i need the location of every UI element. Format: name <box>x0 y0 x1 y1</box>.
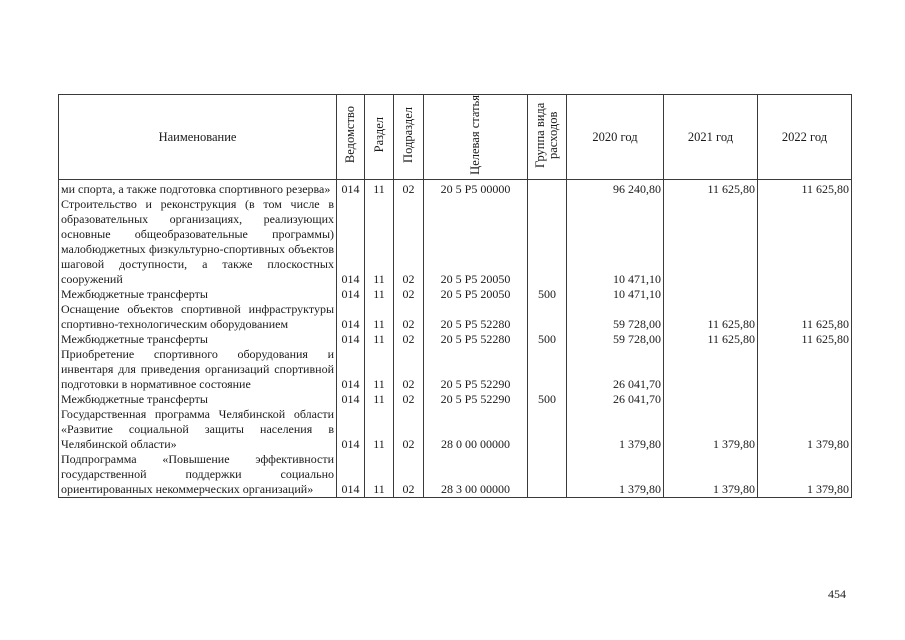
row-value-2021 <box>664 287 758 302</box>
row-section: 11 <box>365 407 394 452</box>
table-row <box>59 347 852 392</box>
row-expense-group <box>528 452 567 498</box>
row-section: 11 <box>365 452 394 498</box>
row-target-article: 20 5 P5 52280 <box>424 302 528 332</box>
row-department: 014 <box>337 287 365 302</box>
row-section: 11 <box>365 180 394 198</box>
row-value-2022: 11 625,80 <box>758 332 852 347</box>
header-2020: 2020 год <box>567 95 664 180</box>
row-name: Подпрограмма «Повышение эффективности государственной поддержки социально ориентированных некоммерческих организаций» <box>59 452 337 498</box>
row-name: Межбюджетные трансферты <box>59 287 337 302</box>
row-expense-group <box>528 407 567 452</box>
table-row <box>59 392 852 407</box>
row-value-2022 <box>758 347 852 392</box>
table-row <box>59 302 852 332</box>
row-expense-group: 500 <box>528 392 567 407</box>
table-row <box>59 180 852 198</box>
row-subsection: 02 <box>394 347 424 392</box>
row-value-2020: 96 240,80 <box>567 180 664 198</box>
row-name: Межбюджетные трансферты <box>59 332 337 347</box>
row-value-2022 <box>758 197 852 287</box>
row-department: 014 <box>337 347 365 392</box>
header-target-article: Целевая статья <box>424 95 528 180</box>
row-name: ми спорта, а также подготовка спортивного резерва» <box>59 180 337 198</box>
row-value-2020: 10 471,10 <box>567 287 664 302</box>
table-row <box>59 287 852 302</box>
header-section: Раздел <box>365 95 394 180</box>
row-subsection: 02 <box>394 302 424 332</box>
row-expense-group: 500 <box>528 287 567 302</box>
table-row <box>59 452 852 498</box>
row-name: Оснащение объектов спортивной инфраструктуры спортивно-технологическим оборудованием <box>59 302 337 332</box>
row-department: 014 <box>337 392 365 407</box>
row-value-2021: 11 625,80 <box>664 302 758 332</box>
row-department: 014 <box>337 302 365 332</box>
row-department: 014 <box>337 332 365 347</box>
row-department: 014 <box>337 452 365 498</box>
row-value-2021 <box>664 392 758 407</box>
table-row <box>59 197 852 287</box>
row-value-2020: 59 728,00 <box>567 302 664 332</box>
row-department: 014 <box>337 180 365 198</box>
row-target-article: 20 5 P5 00000 <box>424 180 528 198</box>
page-number: 454 <box>828 587 846 601</box>
row-name: Приобретение спортивного оборудования и инвентаря для приведения организаций спортивной подготовки в нормативное состояние <box>59 347 337 392</box>
row-expense-group <box>528 180 567 198</box>
row-section: 11 <box>365 332 394 347</box>
header-2022: 2022 год <box>758 95 852 180</box>
row-value-2022: 1 379,80 <box>758 407 852 452</box>
row-expense-group: 500 <box>528 332 567 347</box>
table-row <box>59 332 852 347</box>
row-value-2021 <box>664 197 758 287</box>
row-expense-group <box>528 347 567 392</box>
row-subsection: 02 <box>394 197 424 287</box>
row-value-2020: 1 379,80 <box>567 407 664 452</box>
row-section: 11 <box>365 197 394 287</box>
row-value-2022: 11 625,80 <box>758 302 852 332</box>
row-department: 014 <box>337 197 365 287</box>
row-target-article: 20 5 P5 52290 <box>424 347 528 392</box>
row-name: Строительство и реконструкция (в том числе в образовательных организациях, реализующих основные общеобразовательные программы) малобюджетных физкультурно-спортивных объектов шаговой доступности, а также плоскостных сооружений <box>59 197 337 287</box>
header-department: Ведомство <box>337 95 365 180</box>
header-row <box>59 95 852 180</box>
row-subsection: 02 <box>394 407 424 452</box>
row-section: 11 <box>365 287 394 302</box>
row-target-article: 28 0 00 00000 <box>424 407 528 452</box>
row-subsection: 02 <box>394 332 424 347</box>
row-section: 11 <box>365 302 394 332</box>
row-subsection: 02 <box>394 452 424 498</box>
row-value-2020: 26 041,70 <box>567 392 664 407</box>
header-name: Наименование <box>59 95 337 180</box>
row-value-2022: 1 379,80 <box>758 452 852 498</box>
row-value-2021: 1 379,80 <box>664 452 758 498</box>
row-value-2020: 26 041,70 <box>567 347 664 392</box>
header-expense-group: Группа вида расходов <box>528 95 567 180</box>
row-value-2022 <box>758 287 852 302</box>
header-subsection: Подраздел <box>394 95 424 180</box>
budget-table <box>58 94 852 498</box>
row-value-2021: 11 625,80 <box>664 332 758 347</box>
row-expense-group <box>528 302 567 332</box>
row-value-2021 <box>664 347 758 392</box>
row-target-article: 20 5 P5 52290 <box>424 392 528 407</box>
row-subsection: 02 <box>394 287 424 302</box>
row-department: 014 <box>337 407 365 452</box>
row-value-2020: 59 728,00 <box>567 332 664 347</box>
row-target-article: 20 5 P5 52280 <box>424 332 528 347</box>
row-value-2020: 1 379,80 <box>567 452 664 498</box>
row-value-2020: 10 471,10 <box>567 197 664 287</box>
row-value-2022 <box>758 392 852 407</box>
row-target-article: 28 3 00 00000 <box>424 452 528 498</box>
header-2021: 2021 год <box>664 95 758 180</box>
row-subsection: 02 <box>394 180 424 198</box>
row-value-2021: 11 625,80 <box>664 180 758 198</box>
row-target-article: 20 5 P5 20050 <box>424 287 528 302</box>
row-expense-group <box>528 197 567 287</box>
row-target-article: 20 5 P5 20050 <box>424 197 528 287</box>
row-subsection: 02 <box>394 392 424 407</box>
row-name: Государственная программа Челябинской области «Развитие социальной защиты населения в Челябинской области» <box>59 407 337 452</box>
row-value-2021: 1 379,80 <box>664 407 758 452</box>
row-section: 11 <box>365 347 394 392</box>
table-row <box>59 407 852 452</box>
row-section: 11 <box>365 392 394 407</box>
row-name: Межбюджетные трансферты <box>59 392 337 407</box>
row-value-2022: 11 625,80 <box>758 180 852 198</box>
